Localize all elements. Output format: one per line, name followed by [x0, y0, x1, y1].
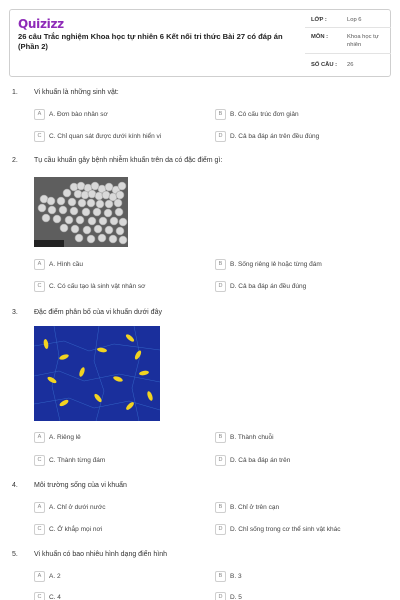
- option-text: A. Riêng lẻ: [49, 433, 81, 441]
- option-text: D. Cả ba đáp án đều đúng: [230, 282, 307, 290]
- quizizz-logo: Quizizz: [18, 17, 64, 31]
- option-letter-box: B: [215, 109, 226, 120]
- option-text: C. Thành từng đám: [49, 456, 106, 464]
- option-text: A. Đơn bào nhân sơ: [49, 110, 108, 118]
- option-d[interactable]: [215, 592, 385, 600]
- option-text: D. 5: [230, 593, 242, 600]
- option-c[interactable]: [34, 455, 204, 466]
- option-text: A. Chỉ ở dưới nước: [49, 503, 106, 511]
- option-text: C. 4: [49, 593, 61, 600]
- staphylococcus-micrograph: [34, 177, 128, 247]
- option-b[interactable]: [215, 571, 385, 582]
- meta-row-grade: [305, 10, 391, 28]
- worksheet-title: 26 câu Trắc nghiệm Khoa học tự nhiên 6 Kết nối tri thức Bài 27 có đáp án (Phần 2): [18, 32, 283, 52]
- option-letter-box: C: [34, 455, 45, 466]
- option-text: B. Sống riêng lẻ hoặc từng đám: [230, 260, 322, 268]
- option-letter-box: A: [34, 571, 45, 582]
- option-b[interactable]: [215, 109, 385, 120]
- option-text: B. 3: [230, 572, 242, 580]
- option-letter-box: A: [34, 502, 45, 513]
- option-letter-box: B: [215, 432, 226, 443]
- question-number: 2.: [12, 157, 18, 164]
- option-b[interactable]: [215, 502, 385, 513]
- question-text: Môi trường sống của vi khuẩn: [34, 482, 127, 489]
- micrograph-illustration: [34, 177, 128, 247]
- meta-row-count: [305, 54, 391, 76]
- option-letter-box: A: [34, 259, 45, 270]
- option-d[interactable]: [215, 131, 385, 142]
- meta-label-subject: MÔN :: [311, 34, 329, 40]
- option-letter-box: D: [215, 281, 226, 292]
- meta-row-subject: [305, 28, 391, 54]
- option-text: A. 2: [49, 572, 61, 580]
- option-a[interactable]: [34, 502, 204, 513]
- option-text: D. Cả ba đáp án trên: [230, 456, 291, 464]
- option-letter-box: D: [215, 592, 226, 600]
- question-text: Tụ cầu khuẩn gây bệnh nhiễm khuẩn trên da có đặc điểm gì:: [34, 157, 223, 164]
- option-a[interactable]: [34, 571, 204, 582]
- question-number: 5.: [12, 551, 18, 558]
- question-text: Vi khuẩn có bao nhiêu hình dạng điển hình: [34, 551, 167, 558]
- meta-value-subject: Khoa học tự nhiên: [347, 34, 379, 48]
- micrograph-illustration: [34, 326, 160, 421]
- option-text: D. Cả ba đáp án trên đều đúng: [230, 132, 320, 140]
- option-c[interactable]: [34, 281, 204, 292]
- option-letter-box: A: [34, 109, 45, 120]
- option-letter-box: A: [34, 432, 45, 443]
- option-b[interactable]: [215, 432, 385, 443]
- worksheet-header: [9, 9, 391, 77]
- option-letter-box: B: [215, 571, 226, 582]
- option-letter-box: D: [215, 131, 226, 142]
- option-text: C. Ở khắp mọi nơi: [49, 525, 103, 533]
- option-c[interactable]: [34, 131, 204, 142]
- question-number: 1.: [12, 89, 18, 96]
- meta-label-grade: LỚP :: [311, 17, 327, 23]
- question-number: 4.: [12, 482, 18, 489]
- option-letter-box: C: [34, 592, 45, 600]
- question-text: Đặc điểm phân bố của vi khuẩn dưới đây: [34, 309, 162, 316]
- option-letter-box: C: [34, 281, 45, 292]
- question-number: 3.: [12, 309, 18, 316]
- option-text: B. Thành chuỗi: [230, 433, 274, 441]
- worksheet-meta: [305, 10, 391, 76]
- option-c[interactable]: [34, 524, 204, 535]
- option-letter-box: B: [215, 259, 226, 270]
- bacteria-micrograph: [34, 326, 160, 421]
- option-text: C. Chỉ quan sát được dưới kính hiển vi: [49, 132, 162, 140]
- option-a[interactable]: [34, 259, 204, 270]
- meta-value-count: 26: [347, 62, 354, 68]
- option-d[interactable]: [215, 281, 385, 292]
- option-letter-box: D: [215, 524, 226, 535]
- question-text: Vi khuẩn là những sinh vật:: [34, 89, 119, 96]
- option-c[interactable]: [34, 592, 204, 600]
- meta-value-grade: Lop 6: [347, 17, 362, 23]
- option-a[interactable]: [34, 432, 204, 443]
- option-d[interactable]: [215, 455, 385, 466]
- meta-label-count: SỐ CÂU :: [311, 62, 338, 68]
- option-letter-box: D: [215, 455, 226, 466]
- option-letter-box: C: [34, 131, 45, 142]
- option-letter-box: B: [215, 502, 226, 513]
- option-text: B. Có cấu trúc đơn giản: [230, 110, 299, 118]
- option-a[interactable]: [34, 109, 204, 120]
- option-text: D. Chỉ sống trong cơ thể sinh vật khác: [230, 525, 341, 533]
- option-d[interactable]: [215, 524, 385, 535]
- option-letter-box: C: [34, 524, 45, 535]
- option-text: C. Có cấu tạo là sinh vật nhân sơ: [49, 282, 146, 290]
- option-text: A. Hình cầu: [49, 260, 83, 268]
- option-text: B. Chỉ ở trên cạn: [230, 503, 280, 511]
- option-b[interactable]: [215, 259, 385, 270]
